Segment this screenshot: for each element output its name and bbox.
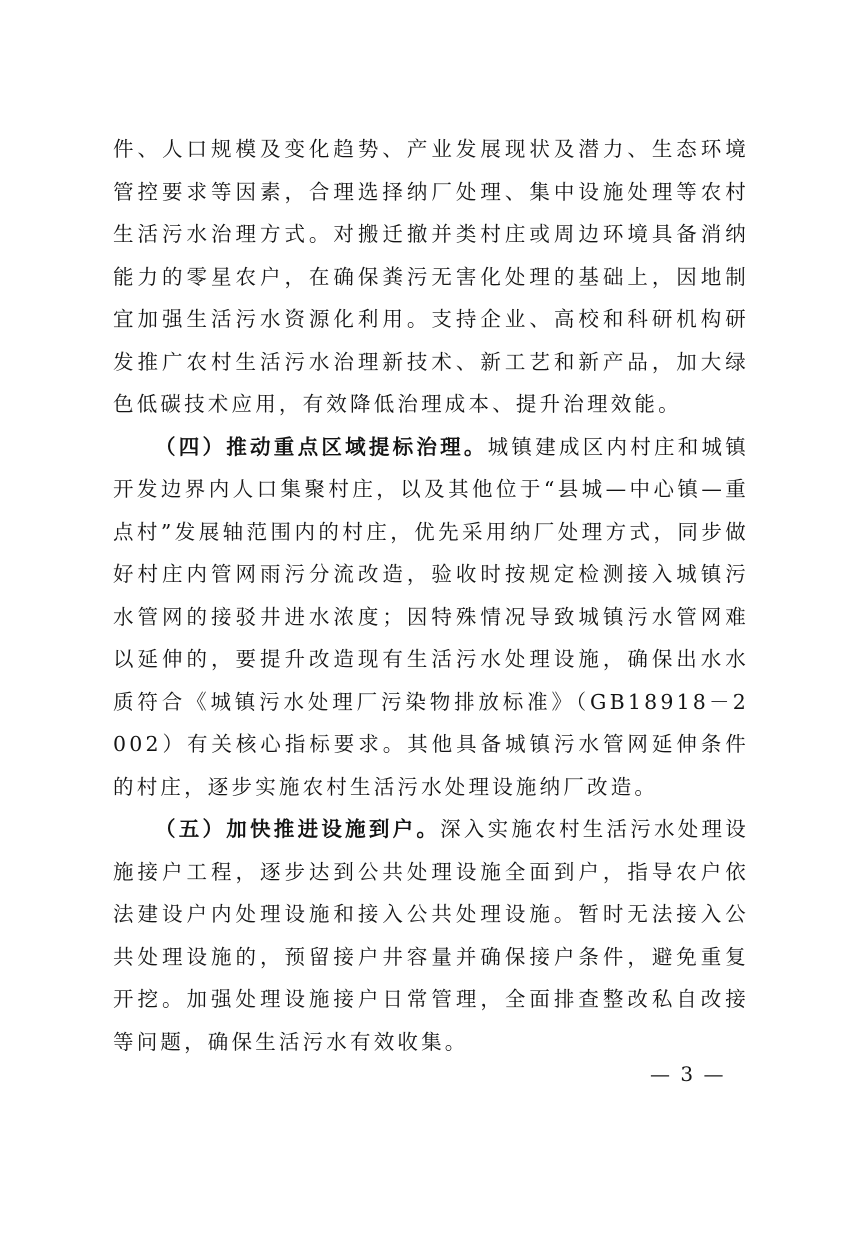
paragraph-section-4 [113, 426, 749, 809]
paragraph-continuation [113, 128, 749, 426]
paragraph-body: 城镇建成区内村庄和城镇开发边界内人口集聚村庄，以及其他位于“县城—中心镇—重点村”发展轴范围内的村庄，优先采用纳厂处理方式，同步做好村庄内管网雨污分流改造，验收时按规定检测接入城镇污水管网的接驳井进水浓度；因特殊情况导致城镇污水管网难以延伸的，要提升改造现有生活污水处理设施，确保出水水质符合《城镇污水处理厂污染物排放标准》（GB18918－2002）有关核心指标要求。其他具备城镇污水管网延伸条件的村庄，逐步实施农村生活污水处理设施纳厂改造。 [113, 434, 749, 799]
paragraph-body: 件、人口规模及变化趋势、产业发展现状及潜力、生态环境管控要求等因素，合理选择纳厂处理、集中设施处理等农村生活污水治理方式。对搬迁撤并类村庄或周边环境具备消纳能力的零星农户，在确保粪污无害化处理的基础上，因地制宜加强生活污水资源化利用。支持企业、高校和科研机构研发推广农村生活污水治理新技术、新工艺和新产品，加大绿色低碳技术应用，有效降低治理成本、提升治理效能。 [113, 137, 749, 416]
section-heading: （五）加快推进设施到户。 [155, 817, 441, 841]
page-number: — 3 — [650, 1062, 726, 1086]
paragraph-section-5 [113, 808, 749, 1063]
section-heading: （四）推动重点区域提标治理。 [155, 434, 488, 459]
paragraph-body: 深入实施农村生活污水处理设施接户工程，逐步达到公共处理设施全面到户，指导农户依法建设户内处理设施和接入公共处理设施。暂时无法接入公共处理设施的，预留接户井容量并确保接户条件，避免重复开挖。加强处理设施接户日常管理，全面排查整改私自改接等问题，确保生活污水有效收集。 [113, 817, 749, 1054]
document-body [113, 128, 749, 1063]
